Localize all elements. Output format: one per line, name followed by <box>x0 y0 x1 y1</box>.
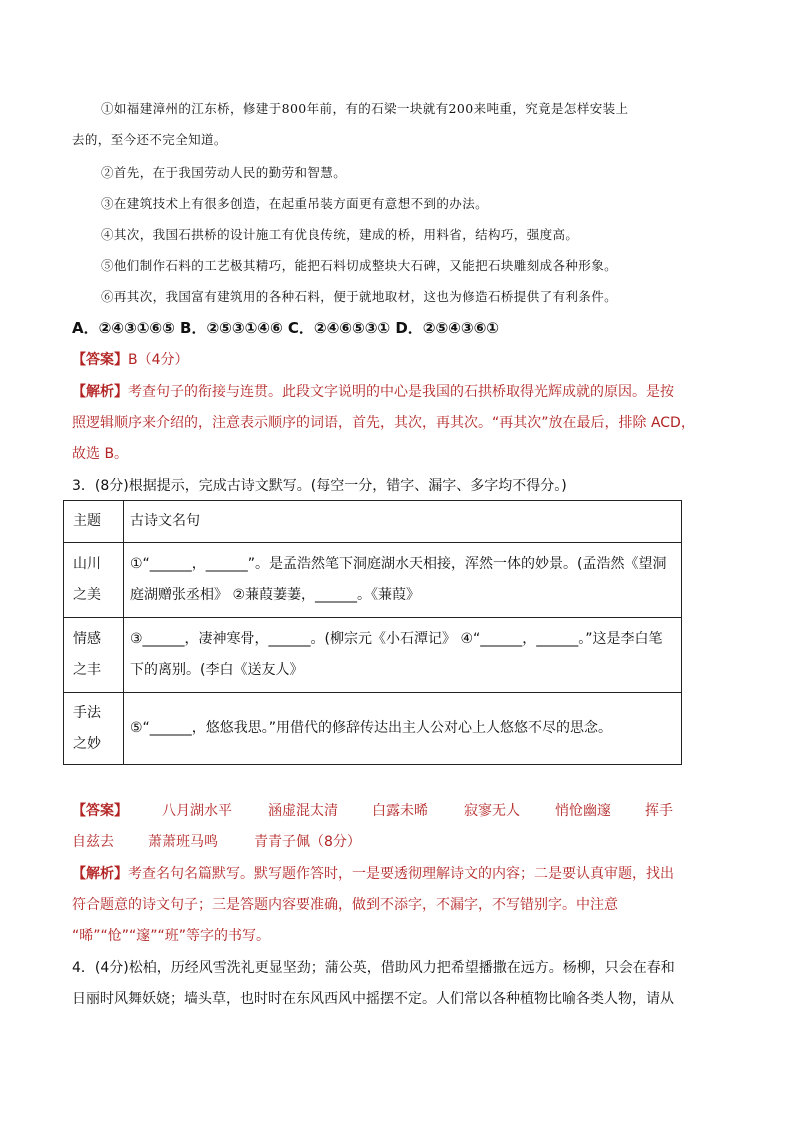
table-row <box>64 543 682 618</box>
passage-sentence-5: ⑤他们制作石料的工艺极其精巧，能把石料切成整块大石碑，又能把石块雕刻成各种形象。 <box>101 258 618 273</box>
header-theme: 主题 <box>64 501 124 543</box>
lines-cell <box>124 618 682 693</box>
theme-text: 手法 <box>73 704 101 721</box>
q3-analysis-line-2: 符合题意的诗文句子；三是答题内容要准确，做到不添字，不漏字，不写错别字。中注意 <box>72 897 618 913</box>
passage-sentence-3: ③在建筑技术上有很多创造，在起重吊装方面更有意想不到的办法。 <box>101 196 489 211</box>
passage-sentence-2: ②首先，在于我国劳动人民的勤劳和智慧。 <box>101 165 347 180</box>
theme-text: 山川 <box>73 556 101 572</box>
analysis-label: 【解析】 <box>72 384 128 400</box>
table-row <box>64 693 682 765</box>
answer-item: 悄怆幽邃 <box>555 803 611 819</box>
q2-answer <box>72 350 189 370</box>
passage-sentence-6: ⑥再其次，我国富有建筑用的各种石料，便于就地取材，这也为修造石桥提供了有利条件。 <box>101 289 618 304</box>
q4-line-1: 4．(4分)松柏，历经风雪洗礼更显坚劲；蒲公英，借助风力把希望播撒在远方。杨柳，只会在春和 <box>72 960 675 976</box>
lines-cell <box>124 543 682 618</box>
q3-analysis-line-3: “晞”“怆”“邃”“班”等字的书写。 <box>72 928 271 944</box>
answer-item: 白露未晞 <box>372 803 428 819</box>
cell-line: ①“______，______”。是孟浩然笔下洞庭湖水天相接，浑然一体的妙景。(孟浩然《望洞 <box>130 556 667 572</box>
lines-cell <box>124 693 682 765</box>
analysis-text: 考查句子的衔接与连贯。此段文字说明的中心是我国的石拱桥取得光辉成就的原因。是按 <box>128 384 674 400</box>
q3-analysis-line-1 <box>72 864 674 884</box>
theme-cell <box>64 543 124 618</box>
theme-text: 之丰 <box>73 662 101 678</box>
table-header-row <box>64 501 682 543</box>
cell-line: 庭湖赠张丞相》 ②蒹葭萋萋，______。《蒹葭》 <box>130 587 420 603</box>
answer-options: A．②④③①⑥⑤ B．②⑤③①④⑥ C．②④⑥⑤③① D．②⑤④③⑥① <box>72 319 499 337</box>
theme-text: 之美 <box>73 587 101 603</box>
theme-text: 情感 <box>73 631 101 647</box>
passage-sentence-1a: ①如福建漳州的江东桥，修建于800年前，有的石梁一块就有200来吨重，究竟是怎样安装上 <box>101 101 629 116</box>
analysis-label: 【解析】 <box>72 866 128 882</box>
answer-item: 寂寥无人 <box>464 803 520 819</box>
answer-label: 【答案】 <box>72 352 128 368</box>
passage-sentence-1b: 去的，至今还不完全知道。 <box>72 132 227 147</box>
answer-item: 萧萧班马鸣 <box>148 834 218 850</box>
poem-table <box>63 500 682 765</box>
header-lines: 古诗文名句 <box>124 501 682 543</box>
theme-cell <box>64 618 124 693</box>
answer-item: 青青子佩（8分） <box>254 834 361 850</box>
answer-item: 八月湖水平 <box>162 803 232 819</box>
q4-line-2: 日丽时风舞妖娆；墙头草，也时时在东风西风中摇摆不定。人们常以各种植物比喻各类人物，请从 <box>72 991 674 1007</box>
cell-line: ③______，凄神寒骨，______。(柳宗元《小石潭记》 ④“______，______。”这是李白笔 <box>130 631 663 647</box>
q3-answer-label: 【答案】 <box>72 803 128 819</box>
answer-item: 涵虚混太清 <box>268 803 338 819</box>
table-row <box>64 618 682 693</box>
passage-sentence-4: ④其次，我国石拱桥的设计施工有优良传统，建成的桥，用料省，结构巧，强度高。 <box>101 227 579 242</box>
theme-text: 之妙 <box>73 735 101 752</box>
q3-prompt: 3．(8分)根据提示，完成古诗文默写。(每空一分，错字、漏字、多字均不得分。) <box>72 478 567 494</box>
theme-cell <box>64 693 124 765</box>
cell-line: ⑤“______，悠悠我思。”用借代的修辞传达出主人公对心上人悠悠不尽的思念。 <box>130 720 613 736</box>
q2-analysis-line-3: 故选 B。 <box>72 446 129 462</box>
q2-analysis-line-1 <box>72 382 674 402</box>
answer-text: B（4分） <box>128 352 189 368</box>
cell-line: 下的离别。(李白《送友人》 <box>130 662 304 678</box>
answer-item: 挥手 <box>645 803 673 819</box>
q2-analysis-line-2: 照逻辑顺序来介绍的，注意表示顺序的词语，首先，其次，再其次。“再其次”放在最后，排除 ACD， <box>72 415 695 431</box>
answer-item: 自兹去 <box>72 834 114 850</box>
analysis-text: 考查名句名篇默写。默写题作答时，一是要透彻理解诗文的内容；二是要认真审题，找出 <box>128 866 674 882</box>
